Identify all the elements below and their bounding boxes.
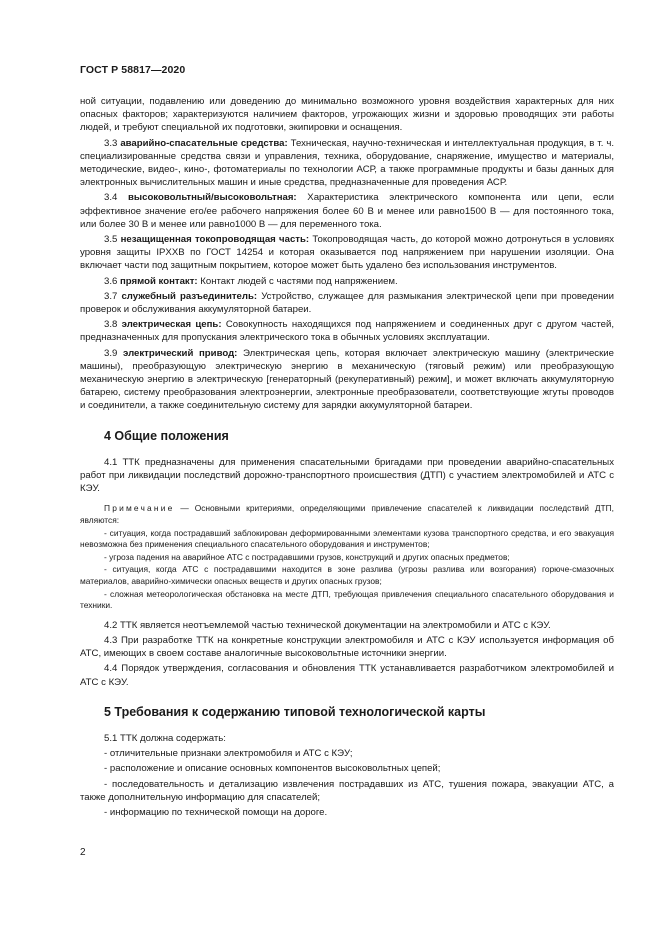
clause-number: 3.3: [104, 137, 118, 149]
term: электрический привод:: [123, 347, 238, 359]
document-header: ГОСТ Р 58817—2020: [80, 64, 186, 76]
paragraph-4-2: 4.2 ТТК является неотъемлемой частью технической документации на электромобили и АТС с КЭУ.: [104, 619, 551, 631]
definition-text: Электрическая цепь, которая включает электрическую машину (электрические машины), преобразующую электрическую энергию в механическую (тяговый режим) или преобразующую механическую энергию в электрическую [генераторный (рекуперативный) режим], и может включать аккумуляторную батарею, систему преобразования электроэнергии, электронные преобразователи, соответствующие жгуты проводов и соединители, а также соединительную систему для зарядки аккумуляторной батареи.: [80, 347, 614, 412]
clause-number: 3.6: [104, 275, 118, 287]
page-number: 2: [80, 847, 86, 858]
clause-number: 3.5: [104, 234, 118, 246]
definition-text: Совокупность находящихся под напряжением и соединенных друг с другом частей, предназначенных для пропускания электрического тока в обычных условиях эксплуатации.: [80, 319, 614, 344]
term: высоковольтный/высоковольтная:: [128, 192, 297, 204]
paragraph-4-4: 4.4 Порядок утверждения, согласования и обновления ТТК устанавливается разработчиком электромобилей и АТС с КЭУ.: [80, 663, 614, 688]
list-item: - расположение и описание основных компонентов высоковольтных цепей;: [104, 763, 441, 775]
note-item: - угроза падения на аварийное АТС с пострадавшими грузов, конструкций и других опасных предметов;: [104, 551, 510, 562]
note-item: - ситуация, когда АТС с пострадавшими находится в зоне разлива (угрозы разлива или возгорания) горюче-смазочных материалов, аварийно-химически опасных веществ и других опасных грузов;: [80, 564, 614, 587]
note-label: Примечание: [104, 503, 175, 514]
definition-3-4: [80, 191, 614, 231]
term: аварийно-спасательные средства:: [120, 137, 288, 149]
paragraph-5-1: 5.1 ТТК должна содержать:: [104, 733, 226, 745]
definition-text: Токопроводящая часть, до которой можно дотронуться в условиях уровня защиты IPXXB по ГОСТ 14254 и которая оказывается под напряжением при нарушении изоляции. Она включает части под защитным покрытием, которое может быть удалено без использования инструментов.: [80, 234, 614, 272]
clause-number: 3.9: [104, 347, 118, 359]
clause-number: 3.8: [104, 319, 118, 331]
definition-3-6: [80, 275, 614, 288]
term: незащищенная токопроводящая часть:: [120, 234, 310, 246]
document-body: [80, 95, 614, 821]
definition-3-5: [80, 233, 614, 273]
clause-number: 3.4: [104, 192, 118, 204]
definition-text: Характеристика электрического компонента или цепи, если эффективное значение его/ее рабочего напряжения более 60 В и менее или равно1500 В — для постоянного тока, или более 30 В и менее или равно1000 В — для переменного тока.: [80, 192, 614, 230]
term: служебный разъединитель:: [121, 290, 258, 302]
definition-text: Контакт людей с частями под напряжением.: [200, 275, 398, 287]
definition-text: Устройство, служащее для размыкания электрической цепи при проведении проверок и обслуживания аккумуляторной батареи.: [80, 290, 614, 316]
section-heading-4: 4 Общие положения: [104, 428, 229, 443]
definition-3-9: [80, 347, 614, 413]
list-item: - последовательность и детализацию извлечения пострадавших из АТС, тушения пожара, эвакуации АТС, а также дополнительную информацию для спасателей;: [80, 778, 614, 803]
definition-3-7: [80, 290, 614, 316]
term: прямой контакт:: [120, 275, 198, 287]
definition-3-3: [80, 137, 614, 190]
definition-3-8: [80, 318, 614, 344]
paragraph-4-1: 4.1 ТТК предназначены для применения спасательными бригадами при проведении аварийно-спасательных работ при ликвидации последствий дорожно-транспортного происшествия (ДТП) с участием электромобилей и АТС с КЭУ.: [80, 456, 614, 495]
section-heading-5: 5 Требования к содержанию типовой технологической карты: [104, 704, 486, 719]
paragraph-4-3: 4.3 При разработке ТТК на конкретные конструкции электромобиля и АТС с КЭУ используется информация об АТС, имеющих в своем составе аналогичные высоковольтные источники энергии.: [80, 635, 614, 660]
term: электрическая цепь:: [121, 319, 222, 331]
note-item: - ситуация, когда пострадавший заблокирован деформированными элементами кузова транспортного средства, и его эвакуация невозможна без применения специального спасательного оборудования и инструментов;: [80, 527, 614, 550]
note-text: — Основными критериями, определяющими привлечение спасателей к ликвидации последствий ДТП, являются:: [80, 503, 615, 526]
note-item: - сложная метеорологическая обстановка на месте ДТП, требующая привлечения специального спасательного оборудования и техники.: [80, 588, 614, 611]
paragraph-continuation: ной ситуации, подавлению или доведению до минимально возможного уровня воздействия характерных для них опасных факторов; характеризуются наличием факторов, угрожающих жизни и здоровью проводящих эти работы людей, и требуют специальной их подготовки, экипировки и оснащения.: [80, 96, 614, 134]
list-item: - отличительные признаки электромобиля и АТС с КЭУ;: [104, 748, 353, 760]
definition-text: Техническая, научно-техническая и интеллектуальная продукция, в т. ч. специализированные средства связи и управления, техника, оборудование, снаряжение, имущество и материалы, методические, видео-, кино-, фотоматериалы по технологии АСР, а также программные продукты и базы данных для электронных вычислительных машин и иные средства, предназначенные для проведения АСР.: [80, 137, 615, 189]
clause-number: 3.7: [104, 290, 118, 302]
note-paragraph: [80, 503, 614, 526]
list-item: - информацию по технической помощи на дороге.: [104, 807, 328, 819]
